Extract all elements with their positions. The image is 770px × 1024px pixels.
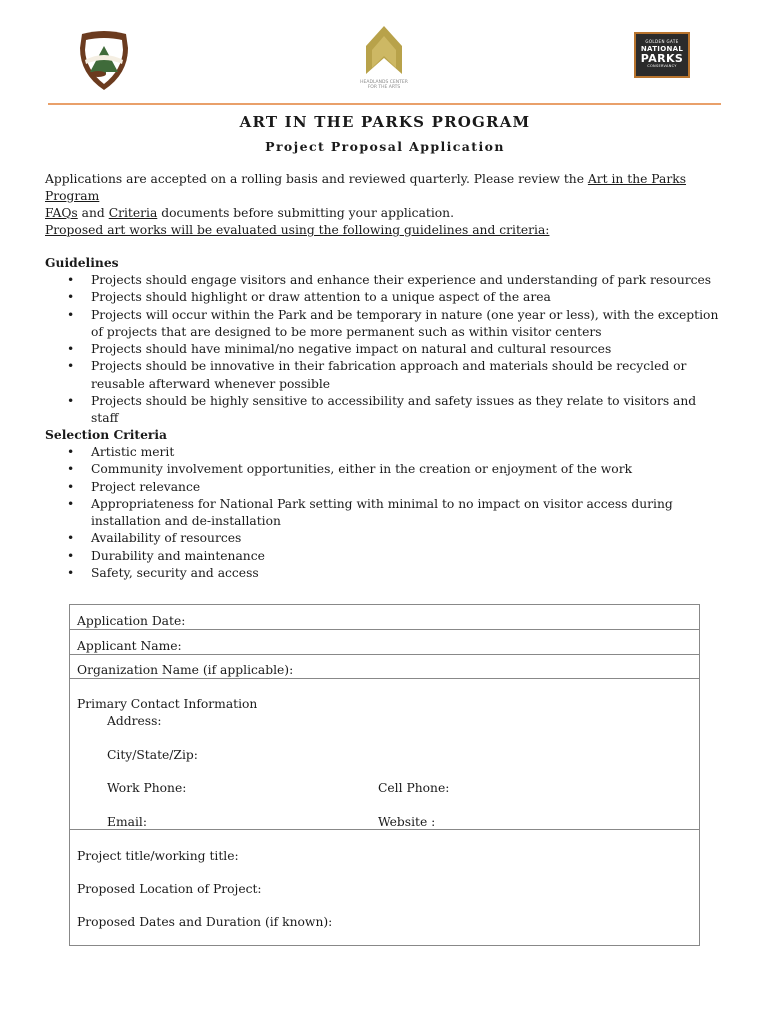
list-item: • Projects should have minimal/no negative impact on natural and cultural resources xyxy=(45,341,725,358)
ggnpc-logo xyxy=(634,32,690,78)
form-row-divider xyxy=(70,654,699,655)
project-title-field[interactable]: Project title/working title: xyxy=(77,849,239,863)
ggnpc-line2: NATIONAL xyxy=(640,45,684,53)
address-field[interactable]: Address: xyxy=(107,714,162,728)
list-item: • Project relevance xyxy=(45,479,725,496)
form-row-divider xyxy=(70,678,699,679)
selection-criteria-heading: Selection Criteria xyxy=(45,427,168,442)
headlands-caption: HEADLANDS CENTER FOR THE ARTS xyxy=(360,80,408,90)
document-subtitle: Project Proposal Application xyxy=(265,139,505,154)
criteria-link[interactable]: Criteria xyxy=(108,206,158,220)
website-field[interactable]: Website : xyxy=(378,815,436,829)
art-in-parks-link[interactable]: Art in the Parks Program xyxy=(45,172,687,203)
application-date-field[interactable]: Application Date: xyxy=(77,614,186,628)
nps-arrowhead-logo xyxy=(76,30,132,92)
work-phone-field[interactable]: Work Phone: xyxy=(107,781,187,795)
list-item: • Artistic merit xyxy=(45,444,725,461)
headlands-logo xyxy=(362,24,406,88)
list-item: • Availability of resources xyxy=(45,530,725,547)
list-item: • Durability and maintenance xyxy=(45,548,725,565)
list-item: • Projects should be highly sensitive to accessibility and safety issues as they relate to visitors and staff xyxy=(45,393,725,428)
document-title: ART IN THE PARKS PROGRAM xyxy=(239,113,531,131)
guidelines-list xyxy=(45,272,725,428)
intro-paragraph: Applications are accepted on a rolling basis and reviewed quarterly. Please review the Art in the Parks Program FAQs and Criteria documents before submitting your application. xyxy=(45,172,687,220)
proposed-dates-field[interactable]: Proposed Dates and Duration (if known): xyxy=(77,915,333,929)
guidelines-heading: Guidelines xyxy=(45,255,119,270)
list-item: • Community involvement opportunities, either in the creation or enjoyment of the work xyxy=(45,461,725,478)
email-field[interactable]: Email: xyxy=(107,815,147,829)
applicant-name-field[interactable]: Applicant Name: xyxy=(77,639,182,653)
cell-phone-field[interactable]: Cell Phone: xyxy=(378,781,450,795)
city-state-zip-field[interactable]: City/State/Zip: xyxy=(107,748,198,762)
list-item: • Projects will occur within the Park and be temporary in nature (one year or less), with the exception of projects that are designed to be more permanent such as within visitor centers xyxy=(45,307,725,342)
faqs-link[interactable]: FAQs xyxy=(45,206,78,220)
organization-name-field[interactable]: Organization Name (if applicable): xyxy=(77,663,294,677)
ggnpc-line3: PARKS xyxy=(640,52,684,65)
ggnpc-line4: CONSERVANCY xyxy=(647,64,677,68)
proposed-location-field[interactable]: Proposed Location of Project: xyxy=(77,882,262,896)
application-form xyxy=(69,604,700,946)
criteria-list xyxy=(45,444,725,582)
evaluation-note: Proposed art works will be evaluated using the following guidelines and criteria: xyxy=(45,223,550,237)
ggnpc-line1: GOLDEN GATE xyxy=(645,39,679,44)
form-row-divider xyxy=(70,629,699,630)
list-item: • Projects should engage visitors and enhance their experience and understanding of park resources xyxy=(45,272,725,289)
list-item: • Projects should be innovative in their fabrication approach and materials should be recycled or reusable afterward whenever possible xyxy=(45,358,725,393)
list-item: • Projects should highlight or draw attention to a unique aspect of the area xyxy=(45,289,725,306)
list-item: • Appropriateness for National Park setting with minimal to no impact on visitor access during installation and de-installation xyxy=(45,496,725,531)
primary-contact-label: Primary Contact Information xyxy=(77,697,258,711)
header-divider xyxy=(48,103,721,105)
list-item: • Safety, security and access xyxy=(45,565,725,582)
